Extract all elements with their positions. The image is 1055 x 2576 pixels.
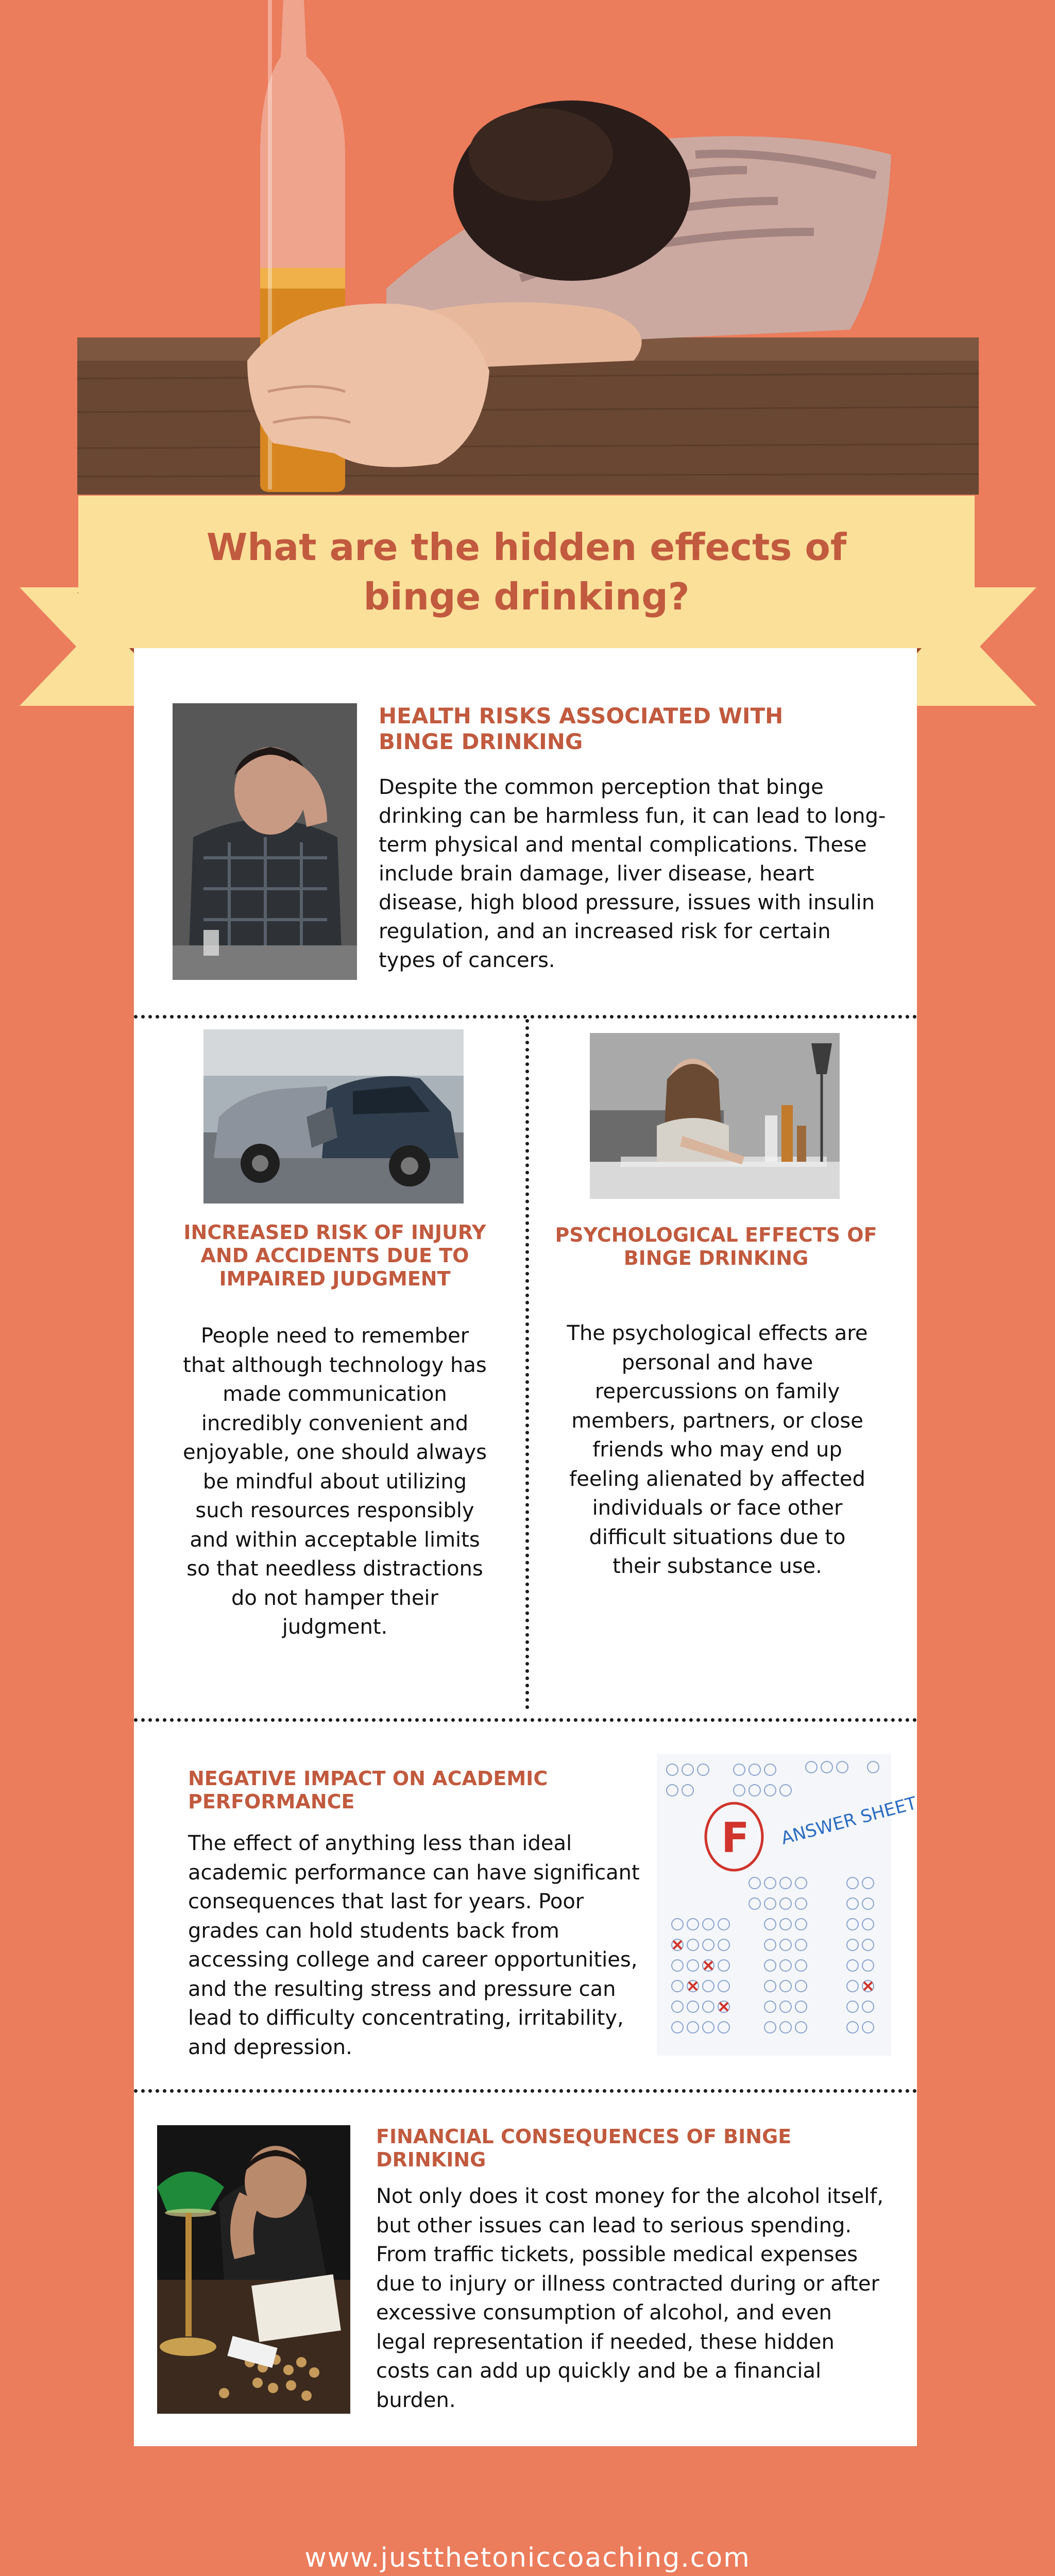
injury-risk-text: People need to remember that although technology has made communication incredibly convenient and enjoyable, one should always be mindful about utilizing such resources responsibly and within acceptable limits so that needless distractions do not hamper their judgment.	[182, 1324, 487, 1639]
academic-performance-heading: NEGATIVE IMPACT ON ACADEMIC PERFORMANCE	[188, 1767, 548, 1813]
psychological-effects-heading: PSYCHOLOGICAL EFFECTS OF BINGE DRINKING	[555, 1224, 877, 1269]
title-ribbon	[78, 496, 975, 648]
section-divider	[134, 1718, 917, 1722]
man-counting-coins-photo	[157, 2125, 350, 2414]
section-divider	[134, 2089, 917, 2093]
health-risks-heading: HEALTH RISKS ASSOCIATED WITH BINGE DRINKING	[379, 703, 784, 754]
financial-consequences-heading: FINANCIAL CONSEQUENCES OF BINGE DRINKING	[376, 2125, 792, 2171]
psychological-effects-text: The psychological effects are personal and have repercussions on family members, partners, or close friends who may end up feeling alienated by affected individuals or face other difficult situations due to their substance use.	[567, 1321, 868, 1578]
section-divider	[134, 1015, 917, 1019]
car-accident-photo	[203, 1029, 464, 1204]
answer-sheet-header: ANSWER SHEET	[778, 1792, 919, 1849]
failed-answer-sheet-photo	[657, 1754, 919, 2056]
woman-with-bottles-photo	[590, 1033, 840, 1199]
hero-image	[77, 0, 979, 495]
page-title: What are the hidden effects of binge drinking?	[206, 526, 847, 618]
distressed-man-photo	[173, 703, 357, 980]
website-url[interactable]: www.justthetoniccoaching.com	[304, 2543, 751, 2573]
injury-risk-heading: INCREASED RISK OF INJURY AND ACCIDENTS DUE TO IMPAIRED JUDGMENT	[183, 1221, 486, 1290]
academic-performance-text: The effect of anything less than ideal academic performance can have significant consequences that last for years. Poor grades can hold students back from accessing college and career opportunities, and the resulting stress and pressure can lead to difficulty concentrating, irritability, and depression.	[188, 1832, 640, 2059]
financial-consequences-text: Not only does it cost money for the alcohol itself, but other issues can lead to serious spending. From traffic tickets, possible medical expenses due to injury or illness contracted during or after excessive consumption of alcohol, and even legal representation if needed, these hidden costs can add up quickly and be a financial burden.	[376, 2184, 884, 2412]
column-divider	[525, 1019, 529, 1709]
grade-f-mark: F	[721, 1814, 750, 1862]
health-risks-text: Despite the common perception that binge drinking can be harmless fun, it can lead to long-term physical and mental complications. These include brain damage, liver disease, heart disease, high blood pressure, issues with insulin regulation, and an increased risk for certain types of cancers.	[379, 775, 886, 972]
